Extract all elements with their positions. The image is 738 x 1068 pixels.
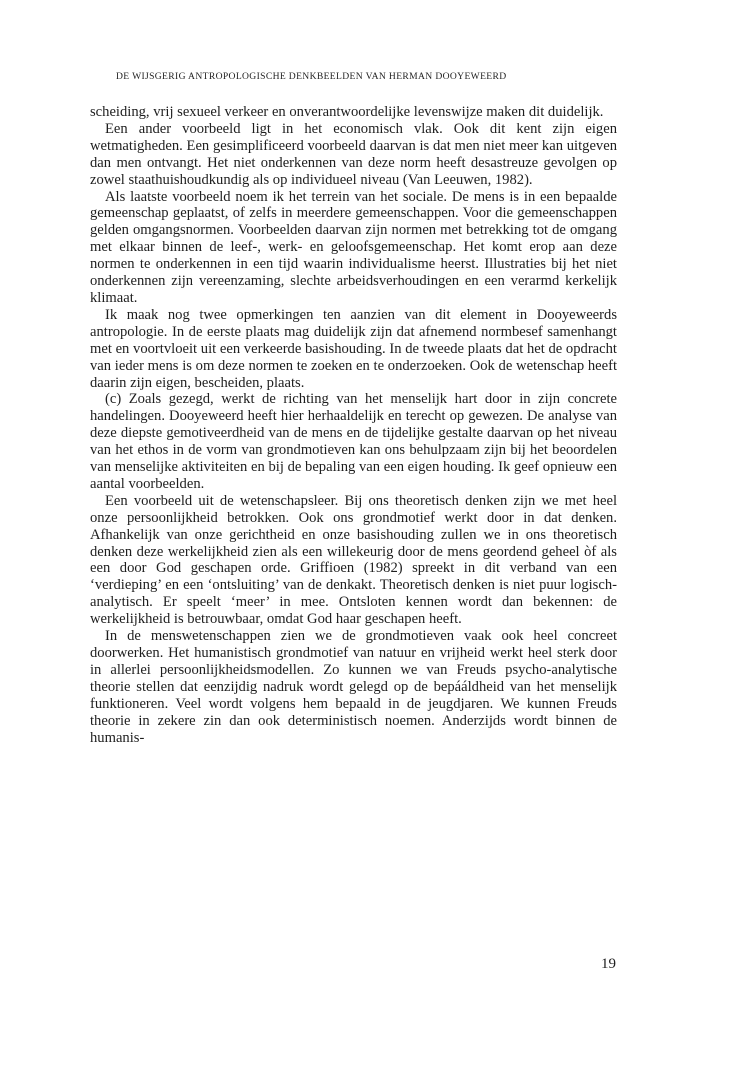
paragraph-two-remarks: Ik maak nog twee opmerkingen ten aanzien van dit element in Dooyeweerds antropologie. In de eerste plaats mag duidelijk zijn dat afnemend normbesef samenhangt met en voortvloeit uit een verkeerde basishouding. In de tweede plaats dat het de opdracht van ieder mens is om deze normen te zoeken en te onderzoeken. Ook de wetenschap heeft daarin zijn eigen, bescheiden, plaats.	[90, 306, 617, 391]
paragraph-science-example: Een voorbeeld uit de wetenschapsleer. Bij ons theoretisch denken zijn we met heel onze persoonlijkheid betrokken. Ook ons grondmotief werkt door in dat denken. Afhankelijk van onze gerichtheid en onze basishouding zullen we in ons theoretisch denken deze werkelijkheid zien als een willekeurig door de mens geordend geheel òf als een door God geschapen orde. Griffioen (1982) spreekt in dit verband van een ‘verdieping’ en een ‘ontsluiting’ van de denkakt. Theoretisch denken is niet puur logisch-analytisch. Er speelt ‘meer’ in mee. Ontsloten kennen wordt dan bekennen: de werkelijkheid is betrouwbaar, omdat God haar geschapen heeft.	[90, 492, 617, 628]
paragraph-point-c: (c) Zoals gezegd, werkt de richting van het menselijk hart door in zijn concrete handelingen. Dooyeweerd heeft hier herhaaldelijk en terecht op gewezen. De analyse van deze diepste gemotiveerdheid van de mens en de tijdelijke gestalte daarvan op het niveau van het ethos in de vorm van grondmotieven kan ons behulpzaam zijn bij het beoordelen van menselijke aktiviteiten en bij de bepaling van een eigen houding. Ik geef opnieuw een aantal voorbeelden.	[90, 391, 617, 492]
paragraph-human-sciences: In de menswetenschappen zien we de grondmotieven vaak ook heel concreet doorwerken. Het humanistisch grondmotief van natuur en vrijheid werkt heel sterk door in allerlei persoonlijkheidsmodellen. Zo kunnen we van Freuds psycho-analytische theorie stellen dat eenzijdig nadruk wordt gelegd op de bepááldheid van het menselijk funktioneren. Veel wordt volgens hem bepaald in de jeugdjaren. We kunnen Freuds theorie in zekere zin dan ook deterministisch noemen. Anderzijds wordt binnen de humanis-	[90, 628, 617, 746]
paragraph-economic-example: Een ander voorbeeld ligt in het economisch vlak. Ook dit kent zijn eigen wetmatigheden. Een gesimplificeerd voorbeeld daarvan is dat men niet meer kan uitgeven dan men ontvangt. Het niet onderkennen van deze norm heeft desastreuze gevolgen op zowel staathuishoudkundig als op individueel niveau (Van Leeuwen, 1982).	[90, 120, 617, 188]
body-text	[90, 104, 617, 746]
running-head: DE WIJSGERIG ANTROPOLOGISCHE DENKBEELDEN VAN HERMAN DOOYEWEERD	[116, 71, 507, 82]
paragraph-social-example: Als laatste voorbeeld noem ik het terrein van het sociale. De mens is in een bepaalde gemeenschap geplaatst, of zelfs in meerdere gemeenschappen. Voor die gemeenschappen gelden omgangsnormen. Voorbeelden daarvan zijn normen met betrekking tot de omgang met elkaar binnen de leef-, werk- en geloofsgemeenschap. Het komt erop aan deze normen te onderkennen in een tijd waarin individualisme heerst. Illustraties bij het niet onderkennen zijn vereenzaming, slechte arbeidsverhoudingen en een verarmd kerkelijk klimaat.	[90, 188, 617, 306]
paragraph-continuation: scheiding, vrij sexueel verkeer en onverantwoordelijke levenswijze maken dit duidelijk.	[90, 104, 604, 120]
page-number: 19	[601, 956, 616, 972]
